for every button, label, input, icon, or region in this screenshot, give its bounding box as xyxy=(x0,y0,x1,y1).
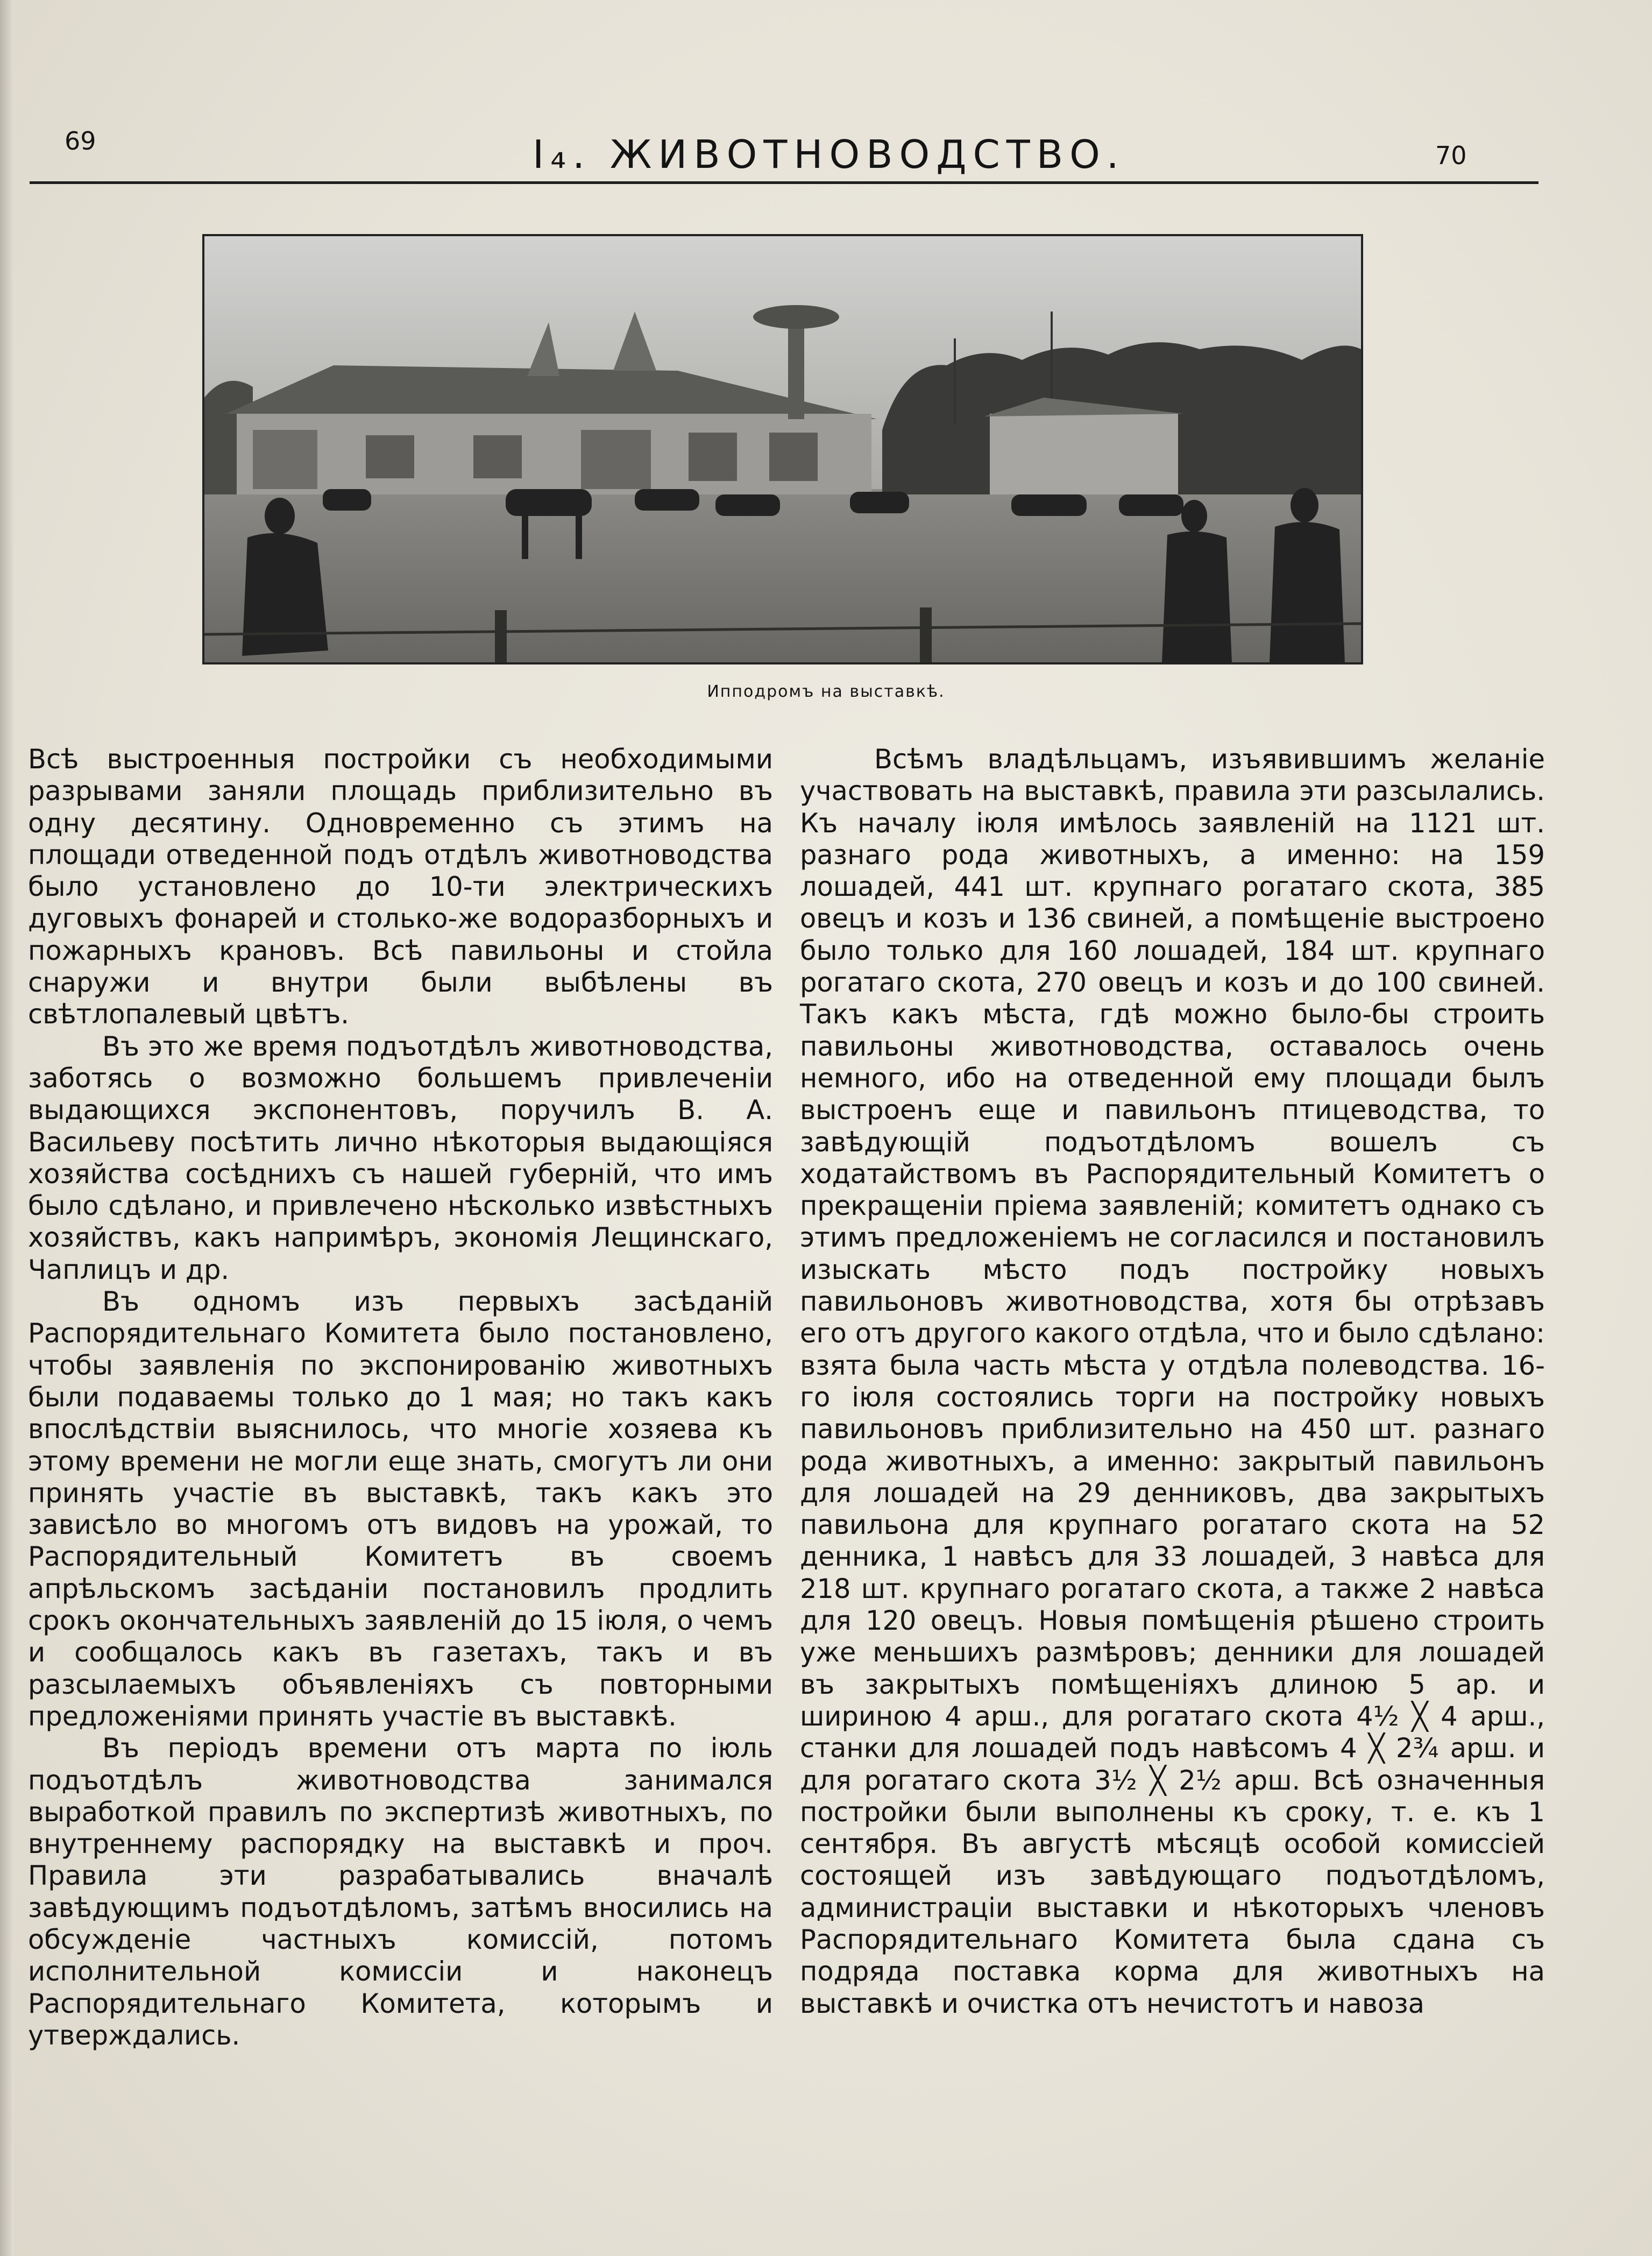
page-number-right: 70 xyxy=(1435,141,1467,170)
paragraph: Въ періодъ времени отъ марта по іюль подъотдѣлъ животноводства занимался выработкой правилъ по экспертизѣ животныхъ, по внутреннему распорядку на выставкѣ и проч. Правила эти разрабатывались вначалѣ завѣдующимъ подъотдѣломъ, затѣмъ вносились на обсужденіе частныхъ комиссій, потомъ исполнительной комиссіи и наконецъ Распорядительнаго Комитета, которымъ и утверждались. xyxy=(28,1732,773,2051)
hippodrome-photo xyxy=(202,234,1363,664)
paragraph: Всѣ выстроенныя постройки съ необходимыми разрывами заняли площадь приблизительно въ одну десятину. Одновременно съ этимъ на площади отведенной подъ отдѣлъ животноводства было установлено до 10-ти электрическихъ дуговыхъ фонарей и столько-же водоразборныхъ и пожарныхъ крановъ. Всѣ павильоны и стойла снаружи и внутри были выбѣлены въ свѣтлопалевый цвѣтъ. xyxy=(28,744,773,1030)
page-number-left: 69 xyxy=(65,126,96,155)
left-column xyxy=(28,744,773,2052)
photo-caption: Ипподромъ на выставкѣ. xyxy=(707,682,945,701)
photo-illustration xyxy=(204,236,1361,662)
page-edge xyxy=(0,0,14,2256)
paragraph: Въ это же время подъотдѣлъ животноводства, заботясь о возможно большемъ привлеченіи выдающихся экспонентовъ, поручилъ В. А. Васильеву посѣтить лично нѣкоторыя выдающіяся хозяйства сосѣднихъ съ нашей губерній, что имъ было сдѣлано, и привлечено нѣсколько извѣстныхъ хозяйствъ, какъ напримѣръ, экономія Лещинскаго, Чаплицъ и др. xyxy=(28,1030,773,1285)
paragraph: Въ одномъ изъ первыхъ засѣданій Распорядительнаго Комитета было постановлено, чтобы заявленія по экспонированію животныхъ были подаваемы только до 1 мая; но такъ какъ впослѣдствіи выяснилось, что многіе хозяева къ этому времени не могли еще знать, смогутъ ли они принять участіе въ выставкѣ, такъ какъ это зависѣло во многомъ отъ видовъ на урожай, то Распорядительный Комитетъ въ своемъ апрѣльскомъ засѣданіи постановилъ продлить срокъ окончательныхъ заявленій до 15 іюля, о чемъ и сообщалось какъ въ газетахъ, такъ и въ разсылаемыхъ объявленіяхъ съ повторными предложеніями принять участіе въ выставкѣ. xyxy=(28,1286,773,1732)
header-rule xyxy=(30,181,1538,184)
running-title: I₄. ЖИВОТНОВОДСТВО. xyxy=(533,132,1125,177)
paragraph: Всѣмъ владѣльцамъ, изъявившимъ желаніе участвовать на выставкѣ, правила эти разсылались. Къ началу іюля имѣлось заявленій на 1121 шт. разнаго рода животныхъ, а именно: на 159 лошадей, 441 шт. крупнаго рогатаго скота, 385 овецъ и козъ и 136 свиней, а помѣщеніе выстроено было только для 160 лошадей, 184 шт. крупнаго рогатаго скота, 270 овецъ и козъ и до 100 свиней. Такъ какъ мѣста, гдѣ можно было-бы строить павильоны животноводства, оставалось очень немного, ибо на отведенной ему площади былъ выстроенъ еще и павильонъ птицеводства, то завѣдующій подъотдѣломъ вошелъ съ ходатайствомъ въ Распорядительный Комитетъ о прекращеніи пріема заявленій; комитетъ однако съ этимъ предложеніемъ не согласился и постановилъ изыскать мѣсто подъ постройку новыхъ павильоновъ животноводства, хотя бы отрѣзавъ его отъ другого какого отдѣла, что и было сдѣлано: взята была часть мѣста у отдѣла полеводства. 16-го іюля состоялись торги на постройку новыхъ павильоновъ приблизительно на 450 шт. разнаго рода животныхъ, а именно: закрытый павильонъ для лошадей на 29 денниковъ, два закрытыхъ павильона для крупнаго рогатаго скота на 52 денника, 1 навѣсъ для 33 лошадей, 3 навѣса для 218 шт. крупнаго рогатаго скота, а также 2 навѣса для 120 овецъ. Новыя помѣщенія рѣшено строить уже меньшихъ размѣровъ; денники для лошадей въ закрытыхъ помѣщеніяхъ длиною 5 ар. и шириною 4 арш., для рогатаго скота 4½ ╳ 4 арш., станки для лошадей подъ навѣсомъ 4 ╳ 2¾ арш. и для рогатаго скота 3½ ╳ 2½ арш. Всѣ означенныя постройки были выполнены къ сроку, т. е. къ 1 сентября. Въ августѣ мѣсяцѣ особой комиссіей состоящей изъ завѣдующаго подъотдѣломъ, администраціи выставки и нѣкоторыхъ членовъ Распорядительнаго Комитета была сдана съ подряда поставка корма для животныхъ на выставкѣ и очистка отъ нечистотъ и навоза xyxy=(800,744,1545,2019)
right-column xyxy=(800,744,1545,2020)
